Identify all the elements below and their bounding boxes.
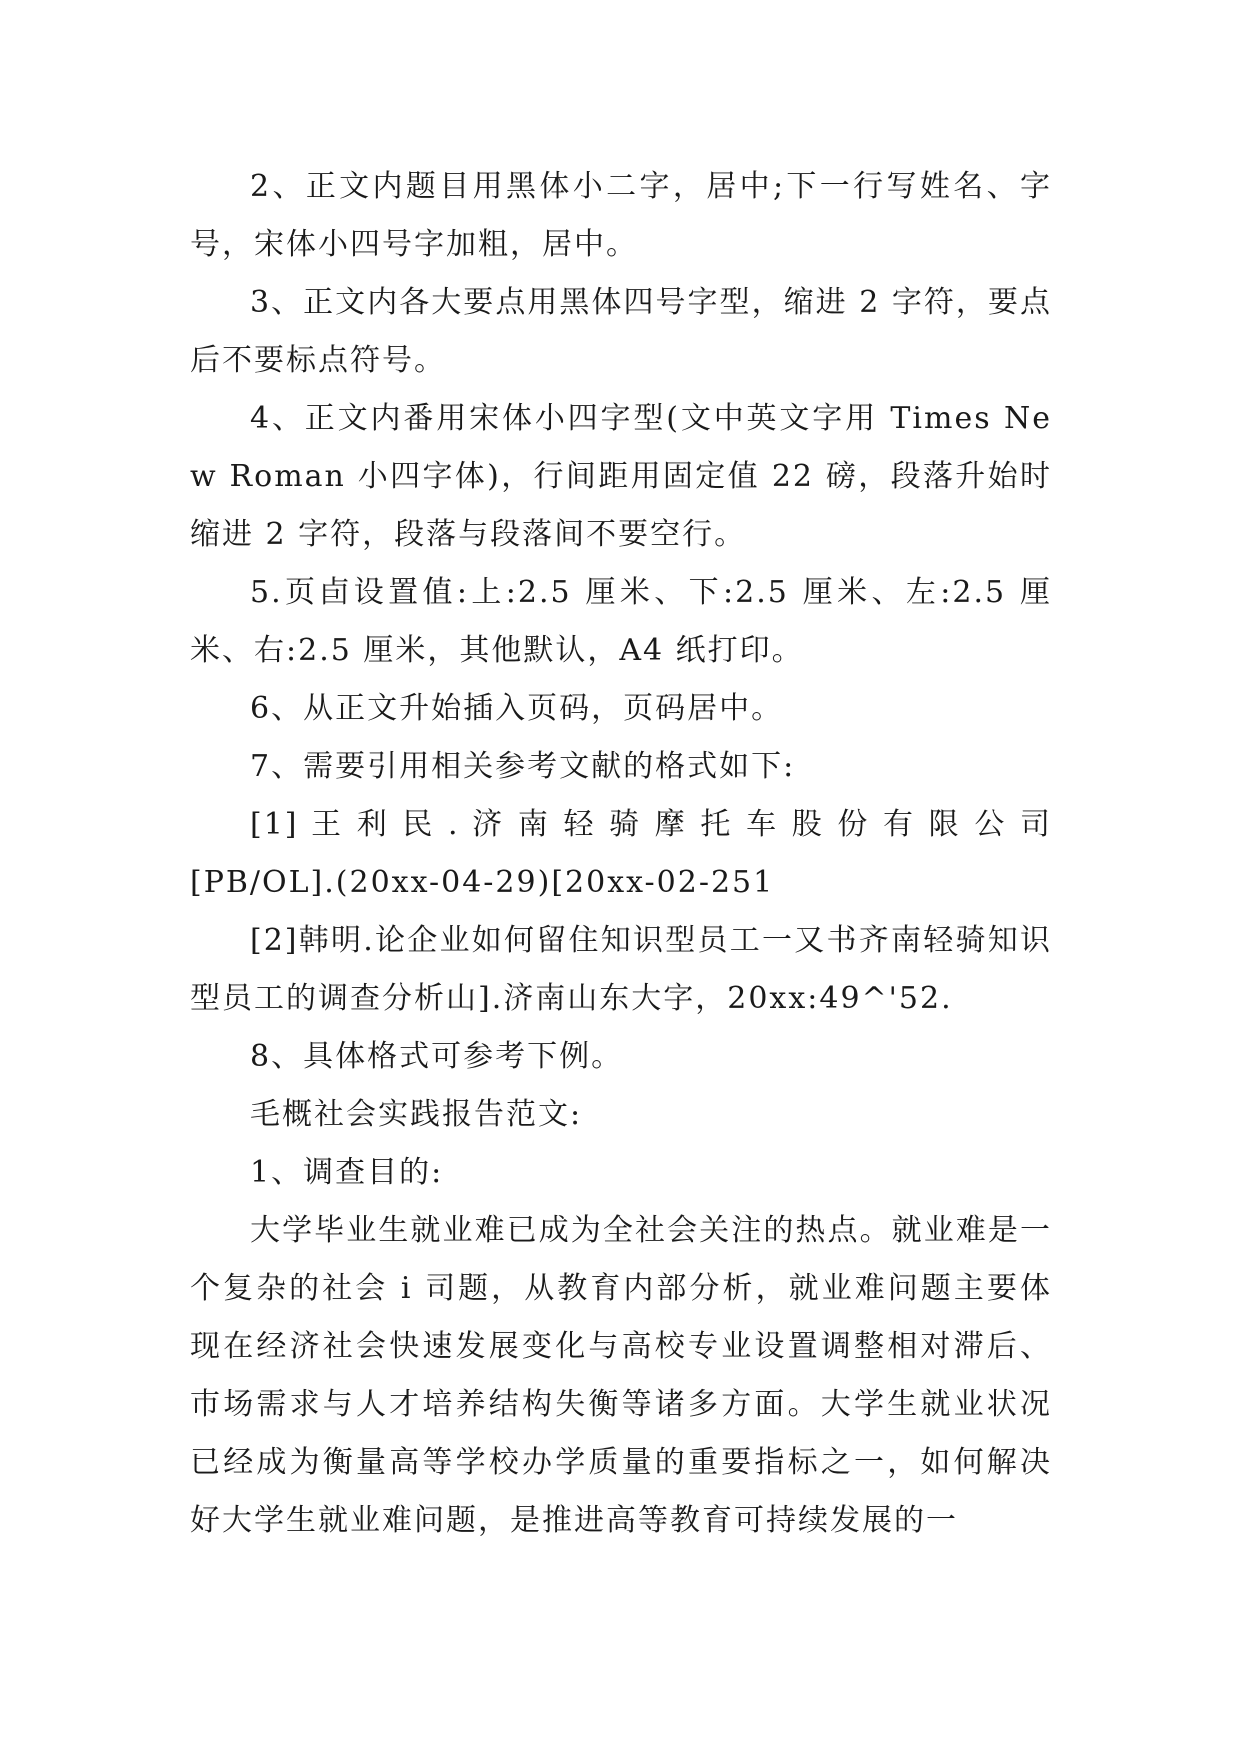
section-heading-purpose: 1、调查目的: <box>250 1155 444 1190</box>
reference-item-1: [1] 王 利 民 . 济 南 轻 骑 摩 托 车 股 份 有 限 公 司 [PB/OL].(20xx-04-29)[20xx-02-251 <box>190 807 1052 900</box>
paragraph-margin-settings: 5.页卣设置值:上:2.5 厘米、下:2.5 厘米、左:2.5 厘米、右:2.5 厘米，其他默认，A4 纸打印。 <box>190 575 1052 668</box>
paragraph-purpose-body: 大学毕业生就业难已成为全社会关注的热点。就业难是一个复杂的社会 i 司题，从教育内部分析，就业难问题主要体现在经济社会快速发展变化与高校专业设置调整相对滞后、巿场需求与人才培养结构失衡等诸多方面。大学生就业状况已经成为衡量高等学校办学质量的重要指标之一，如何解决好大学生就业难问题，是推进高等教育可持续发展的一 <box>190 1213 1052 1538</box>
paragraph-example-note: 8、具体格式可参考下例。 <box>250 1039 624 1074</box>
paragraph-heading-format: 3、正文内各大要点用黑体四号字型，缩进 2 字符，要点后不要标点符号。 <box>190 285 1052 378</box>
reference-item-2: [2]韩明.论企业如何留住知识型员工一又书齐南轻骑知识型员工的调查分析山].济南山东大字，20xx:49^'52. <box>190 923 1052 1016</box>
paragraph-reference-intro: 7、需要引用相关参考文献的格式如下: <box>250 749 796 784</box>
section-heading-report: 毛概社会实践报告范文: <box>250 1097 583 1132</box>
paragraph-title-format: 2、正文内题目用黑体小二字，居中;下一行写姓名、字号，宋体小四号字加粗，居中。 <box>190 169 1052 262</box>
paragraph-body-format: 4、正文内番用宋体小四字型(文中英文字用 Times New Roman 小四字体)，行间距用固定值 22 磅，段落升始时缩进 2 字符，段落与段落间不要空行。 <box>190 401 1052 552</box>
paragraph-page-number: 6、从正文升始插入页码，页码居中。 <box>250 691 784 726</box>
document-page <box>190 158 1052 1550</box>
